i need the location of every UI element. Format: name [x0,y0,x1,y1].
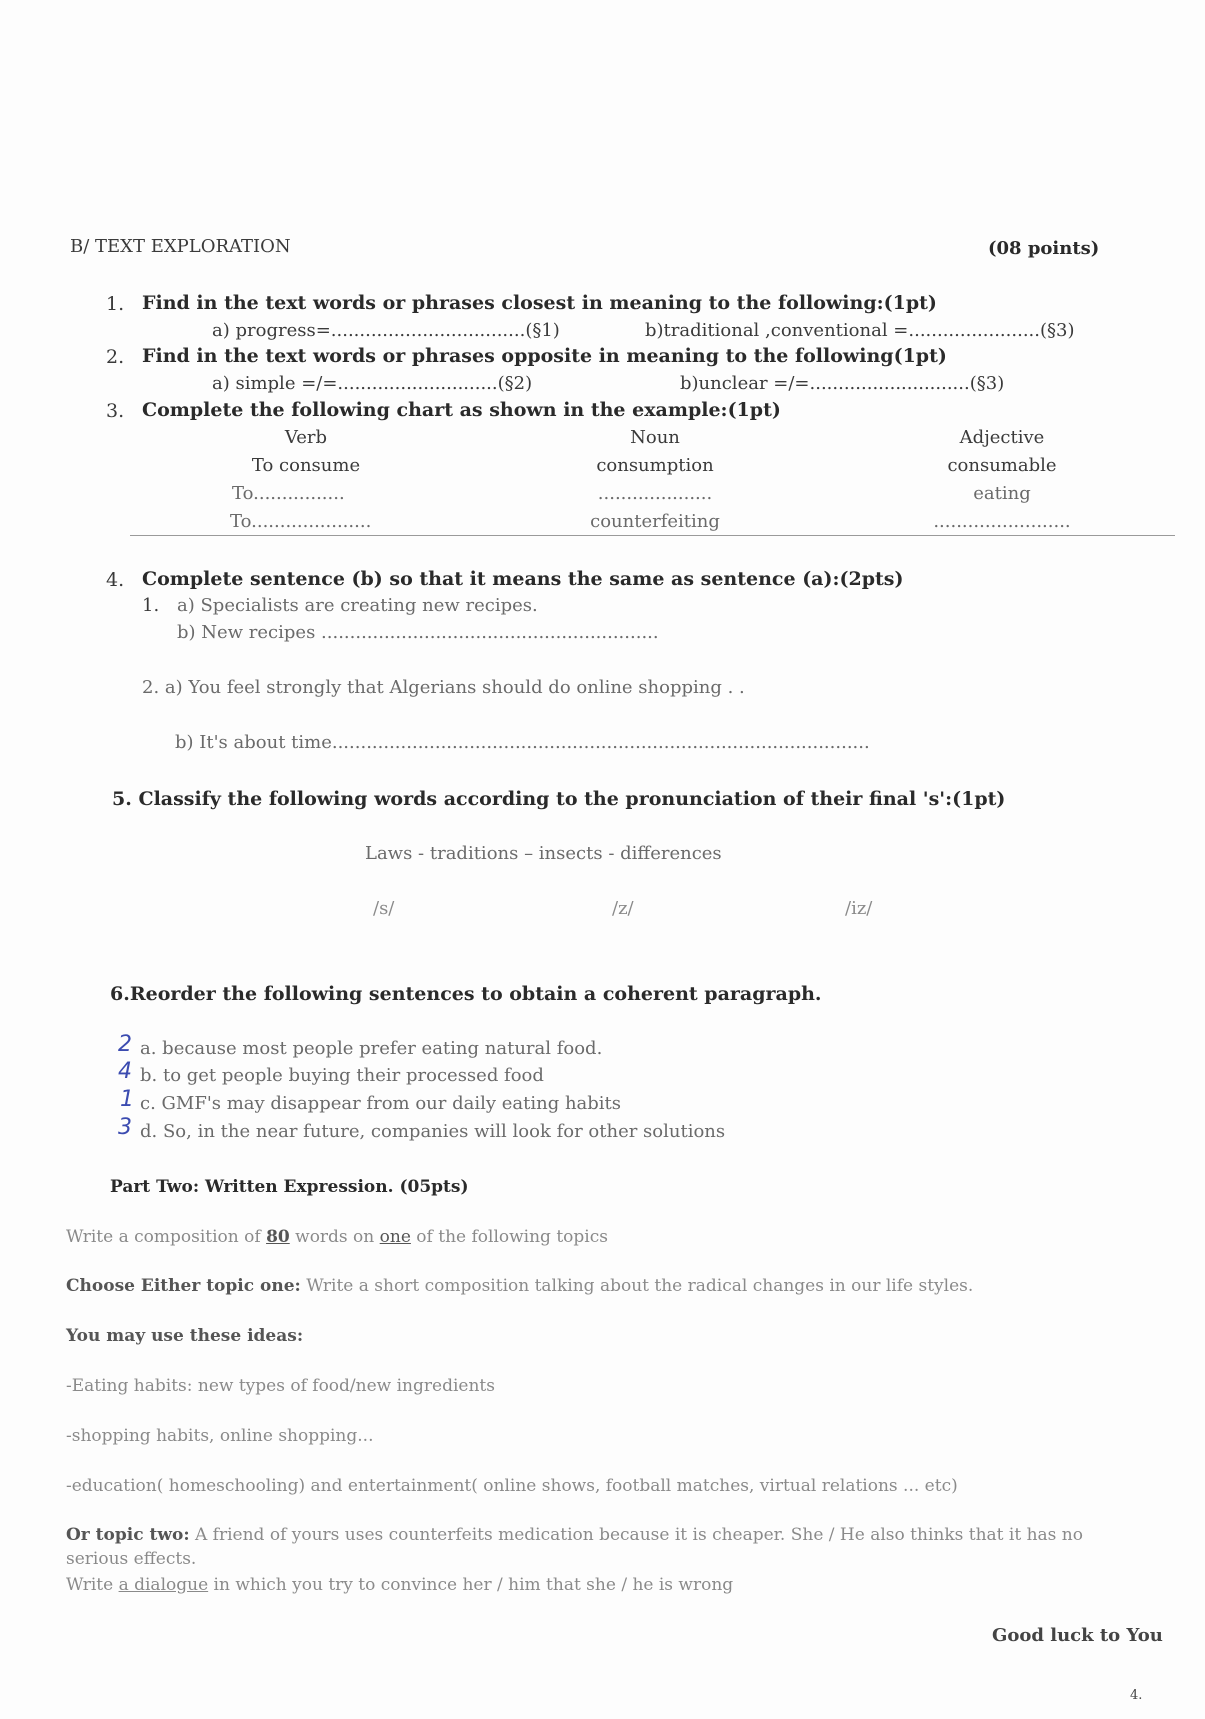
instruction-text: Write [66,1575,119,1595]
closing-message: Good luck to You [992,1625,1163,1646]
part-two-title: Part Two: Written Expression. (05pts) [110,1177,469,1197]
handwritten-order-mark: 4 [118,1059,132,1084]
q6-sentence-b: b. to get people buying their processed food [140,1065,544,1086]
handwritten-order-mark: 2 [118,1032,132,1057]
q3-prompt: Complete the following chart as shown in the example:(1pt) [142,399,781,421]
page-mark: 4. [1130,1688,1143,1703]
q5-category-s: /s/ [373,898,395,919]
chart-cell-verb: To consume [251,455,361,476]
q1-prompt: Find in the text words or phrases closest in meaning to the following:(1pt) [142,292,937,314]
chart-cell-adjective: ........................ [933,511,1071,532]
chart-header-verb: Verb [284,427,328,448]
chart-cell-adjective: consumable [947,455,1057,476]
q5-category-z: /z/ [612,898,634,919]
q2-item-b: b)unclear =/=............................(§3) [680,373,1005,394]
q4-number: 4. [106,569,125,591]
topic-one [66,1276,973,1296]
chart-cell-adjective: eating [973,483,1031,504]
chart-divider [130,535,1175,536]
topic-one-text: Write a short composition talking about the radical changes in our life styles. [300,1276,974,1296]
chart-cell-noun: consumption [596,455,714,476]
section-title: B/ TEXT EXPLORATION [70,236,291,257]
idea-education-entertainment: -education( homeschooling) and entertainment( online shows, football matches, virtual relations ... etc) [66,1476,958,1496]
handwritten-order-mark: 3 [118,1115,132,1140]
topic-two [66,1525,1083,1545]
q6-sentence-c: c. GMF's may disappear from our daily eating habits [140,1093,622,1114]
chart-header-noun: Noun [630,427,680,448]
one-topic-emphasis: one [379,1227,411,1247]
handwritten-order-mark: 1 [120,1087,134,1112]
q4-item1-b: b) New recipes ........................................................... [177,622,659,643]
word-count: 80 [266,1227,290,1247]
chart-cell-verb: To................ [232,483,345,504]
ideas-label: You may use these ideas: [66,1326,304,1346]
chart-cell-noun: .................... [597,483,713,504]
topic-two-dialogue-instruction [66,1575,733,1595]
q4-prompt: Complete sentence (b) so that it means the same as sentence (a):(2pts) [142,568,904,590]
q1-item-b: b)traditional ,conventional =.......................(§3) [645,320,1075,341]
q1-number: 1. [106,293,125,315]
q6-prompt: 6.Reorder the following sentences to obtain a coherent paragraph. [110,983,822,1005]
topic-two-text: A friend of yours uses counterfeits medication because it is cheaper. She / He also thinks that it has no [189,1525,1083,1545]
q5-category-iz: /iz/ [845,898,873,919]
q4-item2-b: b) It's about time.............................................................................................. [175,732,870,753]
instruction-text: Write a composition of [66,1227,267,1247]
q3-number: 3. [106,400,125,422]
q4-item2-a: 2. a) You feel strongly that Algerians should do online shopping . . [142,677,745,698]
topic-two-text-cont: serious effects. [66,1549,197,1569]
idea-eating-habits: -Eating habits: new types of food/new ingredients [66,1376,495,1396]
q2-prompt: Find in the text words or phrases opposite in meaning to the following(1pt) [142,345,947,367]
instruction-text: of the following topics [410,1227,608,1247]
q6-sentence-a: a. because most people prefer eating natural food. [140,1038,603,1059]
section-points: (08 points) [988,238,1100,259]
instruction-text: in which you try to convince her / him that she / he is wrong [208,1575,734,1595]
q2-item-a: a) simple =/=............................(§2) [212,373,533,394]
q1-item-a: a) progress=..................................(§1) [212,320,560,341]
dialogue-emphasis: a dialogue [118,1575,209,1595]
q4-item1-number: 1. [142,595,160,616]
chart-cell-noun: counterfeiting [590,511,720,532]
chart-header-adjective: Adjective [959,427,1045,448]
instruction-text: words on [289,1227,380,1247]
q6-sentence-d: d. So, in the near future, companies will look for other solutions [140,1121,726,1142]
topic-two-label: Or topic two: [66,1525,190,1545]
q5-prompt: 5. Classify the following words according to the pronunciation of their final 's':(1pt) [112,788,1006,810]
q5-words: Laws - traditions – insects - differences [365,843,722,864]
topic-one-label: Choose Either topic one: [66,1276,301,1296]
idea-shopping-habits: -shopping habits, online shopping... [66,1426,374,1446]
chart-cell-verb: To..................... [230,511,372,532]
q2-number: 2. [106,346,125,368]
q4-item1-a: a) Specialists are creating new recipes. [177,595,538,616]
part-two-instruction [66,1227,608,1247]
